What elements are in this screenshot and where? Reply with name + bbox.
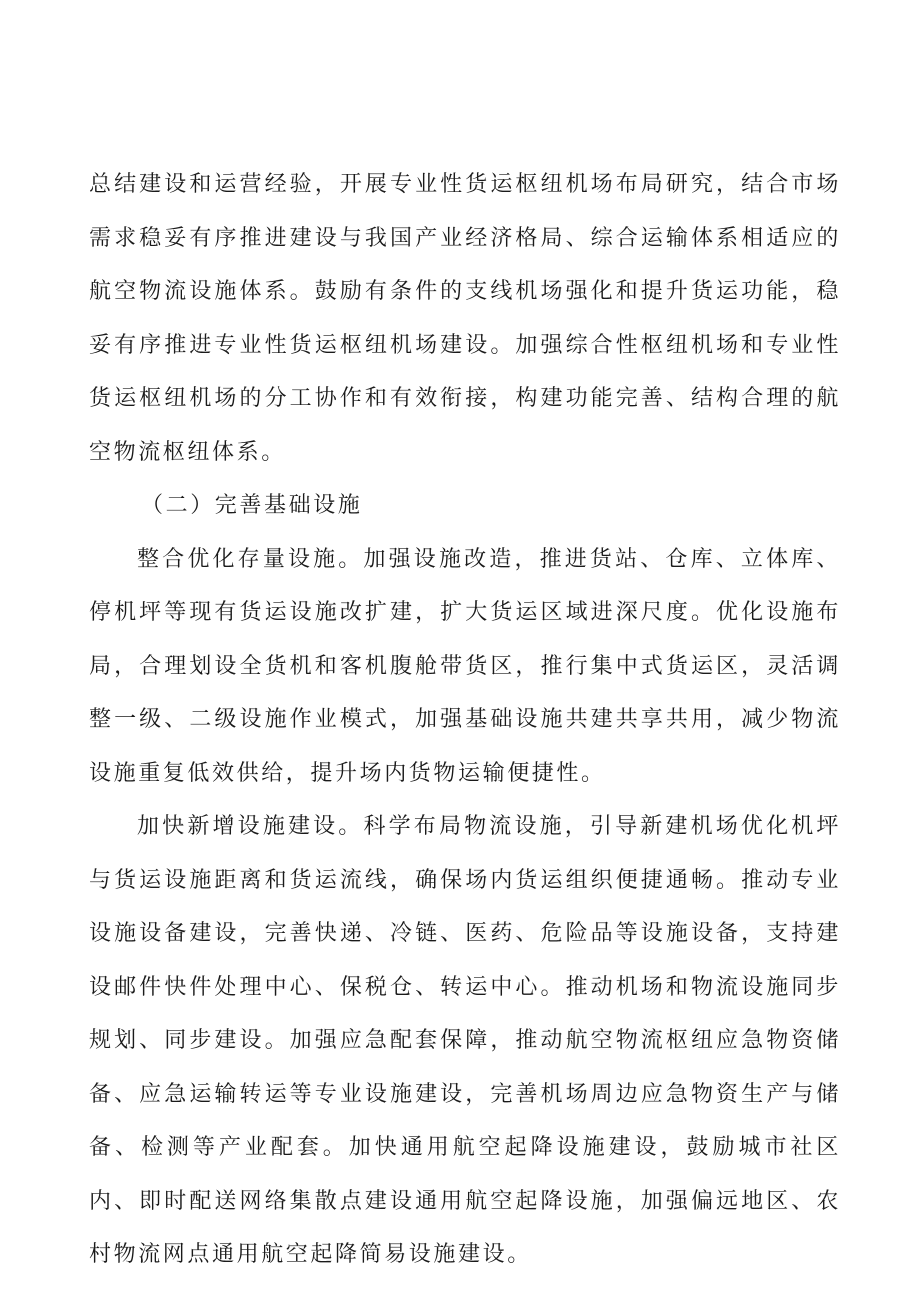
paragraph-new-facilities: 加快新增设施建设。科学布局物流设施，引导新建机场优化机坪与货运设施距离和货运流线，确保场内货运组织便捷通畅。推动专业设施设备建设，完善快递、冷链、医药、危险品等设施设备，支持建设邮件快件处理中心、保税仓、转运中心。推动机场和物流设施同步规划、同步建设。加强应急配套保障，推动航空物流枢纽应急物资储备、应急运输转运等专业设施建设，完善机场周边应急物资生产与储备、检测等产业配套。加快通用航空起降设施建设，鼓励城市社区内、即时配送网络集散点建设通用航空起降设施，加强偏远地区、农村物流网点通用航空起降简易设施建设。 [89,814,841,1267]
paragraph-existing-facilities: 整合优化存量设施。加强设施改造，推进货站、仓库、立体库、停机坪等现有货运设施改扩建，扩大货运区域进深尺度。优化设施布局，合理划设全货机和客机腹舱带货区，推行集中式货运区，灵活调整一级、二级设施作业模式，加强基础设施共建共享共用，减少物流设施重复低效供给，提升场内货物运输便捷性。 [89,546,841,786]
paragraph-continuation: 总结建设和运营经验，开展专业性货运枢纽机场布局研究，结合市场需求稳妥有序推进建设与我国产业经济格局、综合运输体系相适应的航空物流设施体系。鼓励有条件的支线机场强化和提升货运功能，稳妥有序推进专业性货运枢纽机场建设。加强综合性枢纽机场和专业性货运枢纽机场的分工协作和有效衔接，构建功能完善、结构合理的航空物流枢纽体系。 [89,172,841,465]
document-body [89,158,841,1282]
section-heading: （二）完善基础设施 [141,493,363,518]
